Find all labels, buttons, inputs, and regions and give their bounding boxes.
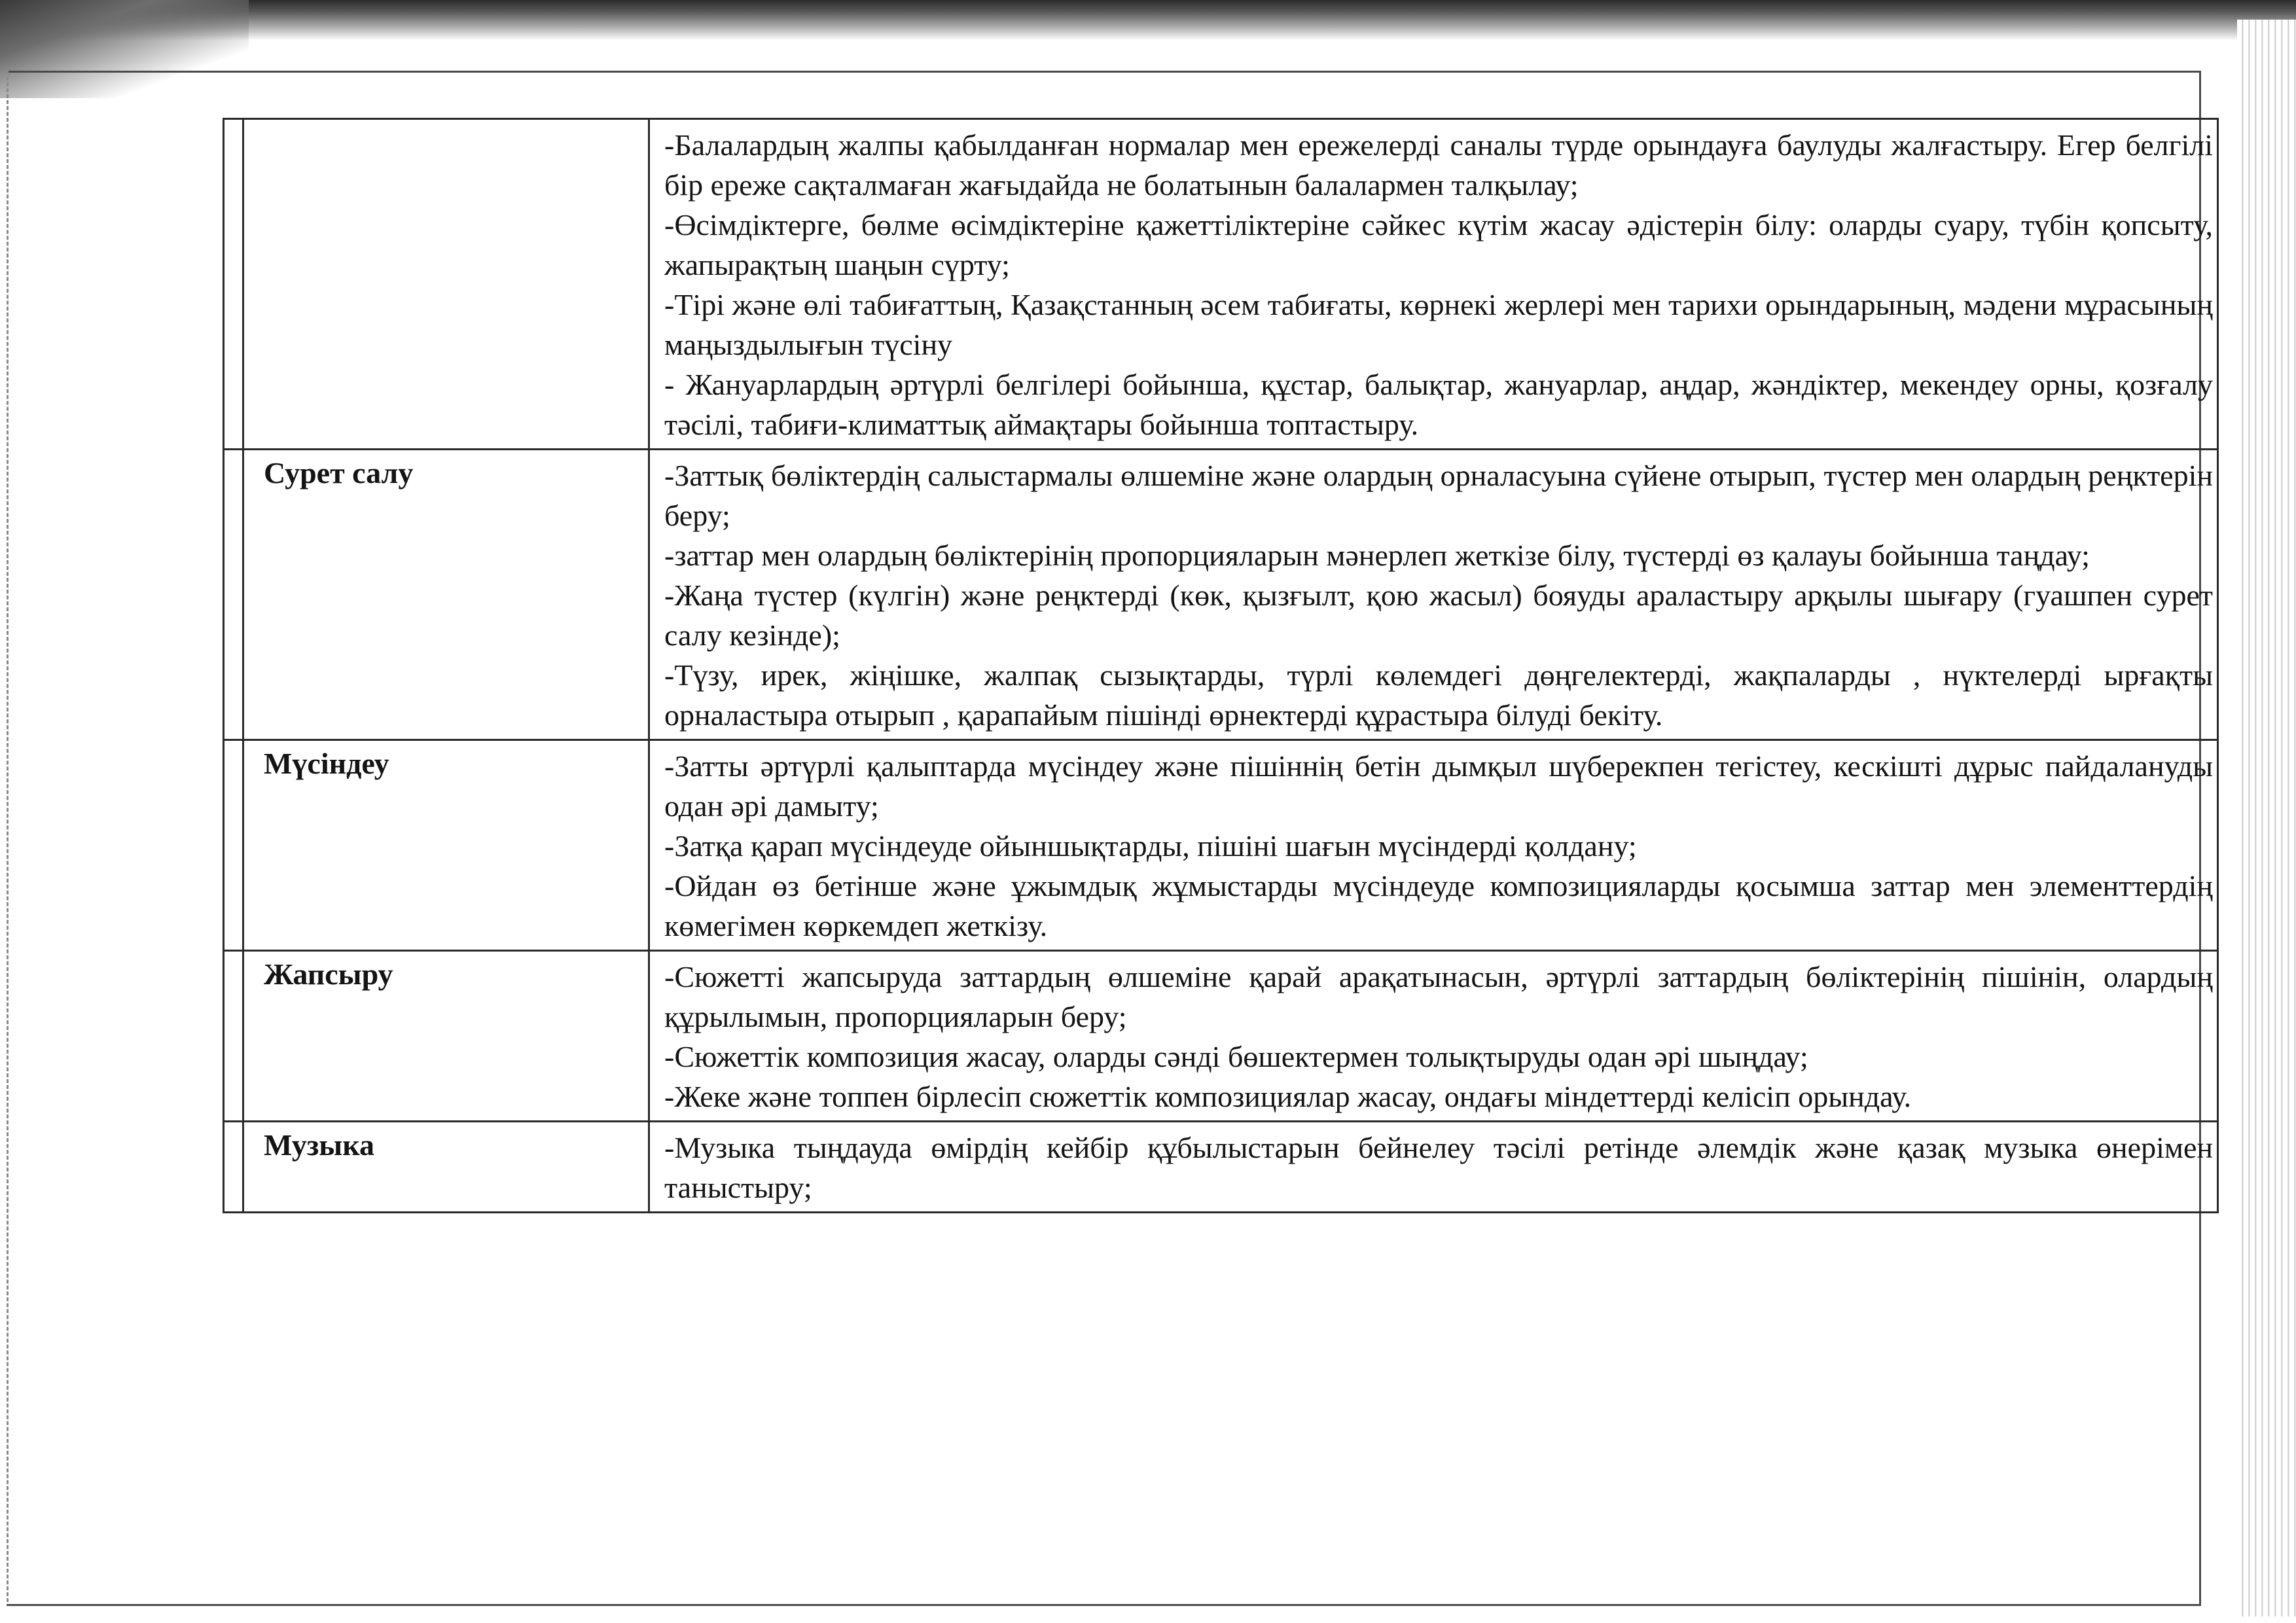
table-row	[224, 1122, 2218, 1213]
subject-cell	[243, 450, 649, 740]
subject-label: Сурет салу	[264, 456, 414, 490]
row-marker-cell	[224, 1122, 243, 1213]
subject-cell	[243, 1122, 649, 1213]
content-item: -Өсімдіктерге, бөлме өсімдіктеріне қажеттіліктеріне сәйкес күтім жасау әдістерін білу: оларды суару, түбін қопсыту, жапырақтың шаңын сүрту;	[664, 208, 2213, 281]
subject-cell	[243, 119, 649, 450]
content-item: -Жеке және топпен бірлесіп сюжеттік композициялар жасау, ондағы міндеттерді келісіп орындау.	[664, 1080, 1912, 1113]
row-marker-cell	[224, 119, 243, 450]
content-item: -Сюжеттік композиция жасау, оларды сәнді бөшектермен толықтыруды одан әрі шыңдау;	[664, 1040, 1808, 1073]
subject-label	[244, 120, 648, 122]
page-edges	[2237, 20, 2296, 1616]
content-item: -Ойдан өз бетінше және ұжымдық жұмыстарды мүсіндеуде композицияларды қосымша заттар мен элементтердің көмегімен көркемдеп жеткізу.	[664, 869, 2213, 942]
content-item: -Сюжетті жапсыруда заттардың өлшеміне қарай арақатынасын, әртүрлі заттардың бөліктерінің пішінін, олардың құрылымын, пропорцияларын беру;	[664, 960, 2213, 1033]
table-row	[224, 951, 2218, 1122]
subject-cell	[243, 740, 649, 951]
content-item: -Затқа қарап мүсіндеуде ойыншықтарды, пішіні шағын мүсіндерді қолдану;	[664, 829, 1637, 863]
subject-label: Жапсыру	[264, 957, 393, 991]
content-item: -Жаңа түстер (күлгін) және реңктерді (көк, қызғылт, қою жасыл) бояуды араластыру арқылы шығару (гуашпен сурет салу кезінде);	[664, 579, 2213, 652]
table-row	[224, 119, 2218, 450]
content-item: -Балалардың жалпы қабылданған нормалар мен ережелерді саналы түрде орындауға баулуды жалғастыру. Егер белгілі бір ереже сақталмаған жағыдайда не болатынын балалармен талқылау;	[664, 128, 2213, 202]
scan-shadow-top	[0, 0, 2296, 41]
row-marker-cell	[224, 450, 243, 740]
row-marker-cell	[224, 951, 243, 1122]
subject-cell	[243, 951, 649, 1122]
table-row	[224, 450, 2218, 740]
subject-label: Музыка	[264, 1128, 375, 1162]
row-marker-cell	[224, 740, 243, 951]
content-cell	[649, 1122, 2218, 1213]
content-cell	[649, 951, 2218, 1122]
content-item: -Түзу, ирек, жіңішке, жалпақ сызықтарды, түрлі көлемдегі дөңгелектерді, жақпаларды , нүктелерді ырғақты орналастыра отырып , қарапайым пішінді өрнектерді құрастыра білуді бекіту.	[664, 658, 2213, 732]
content-cell	[649, 119, 2218, 450]
table-row	[224, 740, 2218, 951]
content-cell	[649, 450, 2218, 740]
content-item: - Жануарлардың әртүрлі белгілері бойынша, құстар, балықтар, жануарлар, аңдар, жәндіктер, мекендеу орны, қозғалу тәсілі, табиғи-климаттық аймақтары бойынша топтастыру.	[664, 368, 2213, 441]
page-frame-left-edge	[7, 71, 10, 1602]
content-item: -Тірі және өлі табиғаттың, Қазақстанның әсем табиғаты, көрнекі жерлері мен тарихи орындарының, мәдени мұрасының маңыздылығын түсіну	[664, 288, 2213, 361]
subject-label: Мүсіндеу	[264, 747, 389, 780]
content-item: -заттар мен олардың бөліктерінің пропорцияларын мәнерлеп жеткізе білу, түстерді өз қалауы бойынша таңдау;	[664, 539, 2090, 572]
content-item: -Заттық бөліктердің салыстармалы өлшеміне және олардың орналасуына сүйене отырып, түстер мен олардың реңктерін беру;	[664, 459, 2213, 532]
content-cell	[649, 740, 2218, 951]
content-item: -Затты әртүрлі қалыптарда мүсіндеу және пішіннің бетін дымқыл шүберекпен тегістеу, кескішті дұрыс пайдалануды одан әрі дамыту;	[664, 749, 2213, 823]
content-item: -Музыка тыңдауда өмірдің кейбір құбылыстарын бейнелеу тәсілі ретінде әлемдік және қазақ музыка өнерімен таныстыру;	[664, 1131, 2213, 1204]
curriculum-table	[223, 118, 2219, 1213]
